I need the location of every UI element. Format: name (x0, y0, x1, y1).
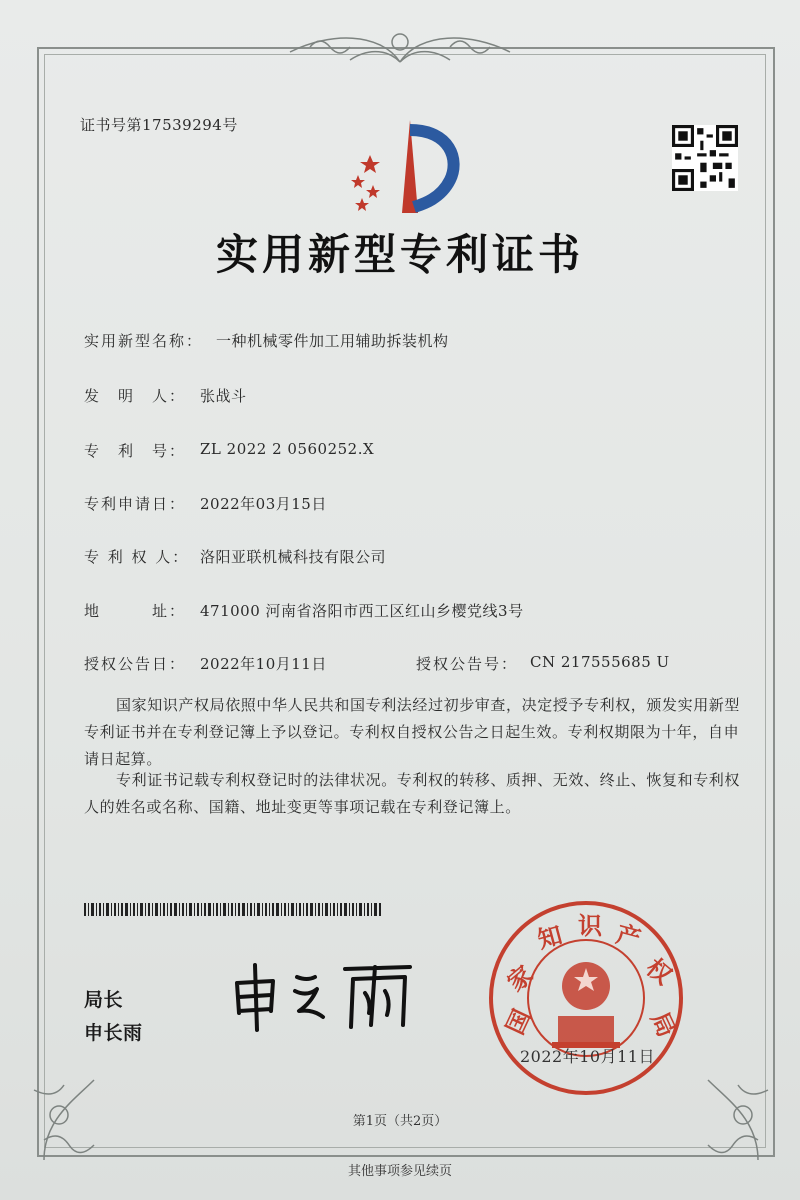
grant-date-value: 2022年10月11日 (200, 655, 327, 673)
grant-number-label: 授权公告号： (416, 655, 519, 673)
grant-number-value: CN 217555685 U (530, 653, 670, 671)
application-date-label: 专利申请日： (84, 495, 187, 513)
patentee-value: 洛阳亚联机械科技有限公司 (200, 548, 387, 566)
address-value: 471000 河南省洛阳市西工区红山乡樱党线3号 (200, 602, 524, 620)
qr-code-icon (672, 125, 738, 191)
official-seal (486, 898, 686, 1098)
svg-text:识: 识 (578, 911, 602, 940)
footer-note: 其他事项参见续页 (347, 1164, 452, 1179)
grant-date-label: 授权公告日： (84, 655, 187, 673)
director-title: 局长 (84, 989, 124, 1011)
barcode-icon (84, 903, 384, 916)
name-label: 实用新型名称： (84, 332, 204, 350)
svg-text:权: 权 (640, 952, 678, 991)
certificate-number: 证书号第17539294号 (80, 116, 238, 134)
svg-text:知: 知 (534, 919, 566, 955)
director-name: 申长雨 (84, 1022, 143, 1044)
address-label: 地 址： (84, 602, 187, 620)
grant-statement-paragraph: 国家知识产权局依照中华人民共和国专利法经过初步审查，决定授予专利权，颁发实用新型专利证书并在专利登记簿上予以登记。专利权自授权公告之日起生效。专利权期限为十年，自申请日起算。 (84, 696, 741, 768)
page-indicator: 第1页（共2页） (352, 1114, 448, 1129)
patent-number-label: 专 利 号： (84, 442, 187, 460)
certificate-title: 实用新型专利证书 (215, 230, 584, 279)
handwritten-signature (225, 955, 425, 1035)
svg-text:国: 国 (499, 1004, 537, 1039)
patent-number-value: ZL 2022 2 0560252.X (200, 440, 375, 458)
name-value: 一种机械零件加工用辅助拆装机构 (216, 332, 449, 350)
svg-text:家: 家 (501, 959, 539, 998)
seal-date: 2022年10月11日 (520, 1047, 655, 1066)
application-date-value: 2022年03月15日 (200, 495, 327, 513)
cnipa-logo-icon (340, 115, 470, 220)
patentee-label: 专 利 权 人： (84, 548, 190, 566)
legal-status-paragraph: 专利证书记载专利权登记时的法律状况。专利权的转移、质押、无效、终止、恢复和专利权人的姓名或名称、国籍、地址变更等事项记载在专利登记簿上。 (84, 771, 741, 816)
svg-text:局: 局 (645, 1007, 682, 1042)
svg-text:产: 产 (613, 918, 644, 954)
inventor-label: 发 明 人： (84, 387, 187, 405)
top-ornament-icon (270, 22, 530, 72)
inventor-value: 张战斗 (200, 387, 247, 405)
